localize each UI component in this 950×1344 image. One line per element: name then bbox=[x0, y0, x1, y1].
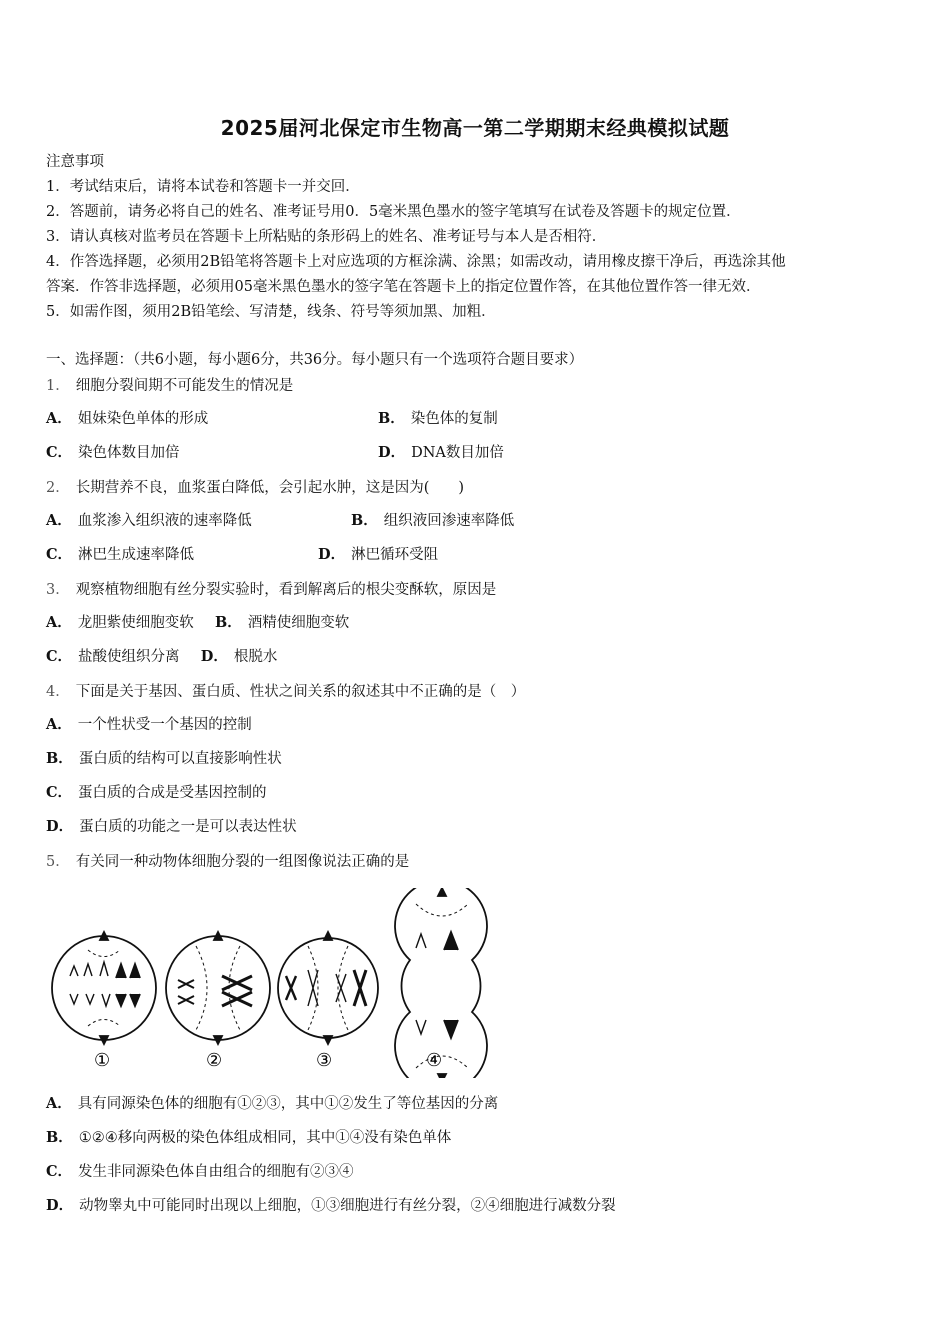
option-c: C． 淋巴生成速率降低 bbox=[46, 546, 195, 563]
section-header: 一、选择题：（共6小题，每小题6分，共36分。每小题只有一个选项符合题目要求） bbox=[46, 352, 584, 368]
question-stem bbox=[46, 376, 293, 396]
cell-diagram-2 bbox=[166, 932, 270, 1044]
option-a-label: A． bbox=[46, 614, 72, 631]
question-number: 2． bbox=[46, 480, 70, 496]
question-stem bbox=[46, 580, 496, 600]
question-text: 细胞分裂间期不可能发生的情况是 bbox=[75, 378, 294, 394]
question-text: 长期营养不良，血浆蛋白降低，会引起水肿，这是因为( ) bbox=[75, 480, 465, 496]
page-title: 2025届河北保定市生物高一第二学期期末经典模拟试题 bbox=[220, 116, 730, 140]
notice-item: 1．考试结束后，请将本试卷和答题卡一并交回． bbox=[46, 179, 360, 195]
option-b: B． 蛋白质的结构可以直接影响性状 bbox=[46, 750, 282, 767]
option-a-text: 龙胆紫使细胞变软 bbox=[77, 615, 194, 631]
option-row bbox=[46, 647, 277, 667]
option-a: A． 姐妹染色单体的形成 bbox=[46, 410, 209, 427]
cell-division-figure bbox=[48, 888, 498, 1078]
notice-item: 3．请认真核对监考员在答题卡上所粘贴的条形码上的姓名、准考证号与本人是否相符． bbox=[46, 229, 607, 245]
option-d: D． DNA数目加倍 bbox=[378, 444, 504, 461]
notice-item: 4．作答选择题，必须用2B铅笔将答题卡上对应选项的方框涂满、涂黑；如需改动，请用橡皮擦干净后，再选涂其他 bbox=[46, 254, 786, 270]
option-row bbox=[46, 613, 349, 633]
option-c: C． 染色体数目加倍 bbox=[46, 444, 180, 461]
option-a: A． 具有同源染色体的细胞有①②③，其中①②发生了等位基因的分离 bbox=[46, 1095, 499, 1112]
question-stem bbox=[46, 682, 525, 702]
figure-label: ④ bbox=[426, 1050, 443, 1071]
figure-label: ③ bbox=[316, 1050, 333, 1071]
question-text: 观察植物细胞有丝分裂实验时，看到解离后的根尖变酥软，原因是 bbox=[75, 582, 497, 598]
option-c-label: C． bbox=[46, 648, 73, 665]
option-b: B． ①②④移向两极的染色体组成相同，其中①④没有染色单体 bbox=[46, 1129, 452, 1146]
option-c: C． 蛋白质的合成是受基因控制的 bbox=[46, 784, 267, 801]
question-stem bbox=[46, 852, 409, 872]
option-b: B． 染色体的复制 bbox=[378, 410, 498, 427]
option-b-text: 酒精使细胞变软 bbox=[247, 615, 350, 631]
cell-diagram-3 bbox=[278, 932, 378, 1044]
notice-item: 2．答题前，请务必将自己的姓名、准考证号用0．5毫米黑色墨水的签字笔填写在试卷及答题卡的规定位置． bbox=[46, 204, 741, 220]
figure-label: ② bbox=[206, 1050, 223, 1071]
option-c: C． 发生非同源染色体自由组合的细胞有②③④ bbox=[46, 1163, 354, 1180]
question-text: 下面是关于基因、蛋白质、性状之间关系的叙述其中不正确的是（ ） bbox=[75, 684, 526, 700]
cell-diagram-1 bbox=[52, 932, 156, 1044]
question-text: 有关同一种动物体细胞分裂的一组图像说法正确的是 bbox=[75, 854, 410, 870]
option-d: D． 动物睾丸中可能同时出现以上细胞，①③细胞进行有丝分裂，②④细胞进行减数分裂 bbox=[46, 1197, 616, 1214]
option-c-text: 盐酸使组织分离 bbox=[78, 649, 180, 665]
option-d-label: D． bbox=[200, 648, 228, 665]
notice-heading: 注意事项 bbox=[46, 154, 104, 170]
option-b-label: B． bbox=[214, 614, 242, 631]
option-b: B． 组织液回渗速率降低 bbox=[351, 512, 515, 529]
question-stem bbox=[46, 478, 464, 498]
option-d-text: 根脱水 bbox=[233, 649, 278, 665]
option-d: D． 淋巴循环受阻 bbox=[318, 546, 439, 563]
notice-item: 5．如需作图，须用2B铅笔绘、写清楚，线条、符号等须加黑、加粗． bbox=[46, 304, 496, 320]
question-number: 4． bbox=[46, 684, 70, 700]
option-d: D． 蛋白质的功能之一是可以表达性状 bbox=[46, 818, 297, 835]
notice-item: 答案．作答非选择题，必须用05毫米黑色墨水的签字笔在答题卡上的指定位置作答，在其他位置作答一律无效． bbox=[46, 279, 761, 295]
question-number: 1． bbox=[46, 378, 70, 394]
figure-label: ① bbox=[94, 1050, 111, 1071]
question-number: 3． bbox=[46, 582, 70, 598]
option-a: A． 一个性状受一个基因的控制 bbox=[46, 716, 252, 733]
option-a: A． 血浆渗入组织液的速率降低 bbox=[46, 512, 252, 529]
question-number: 5． bbox=[46, 854, 70, 870]
